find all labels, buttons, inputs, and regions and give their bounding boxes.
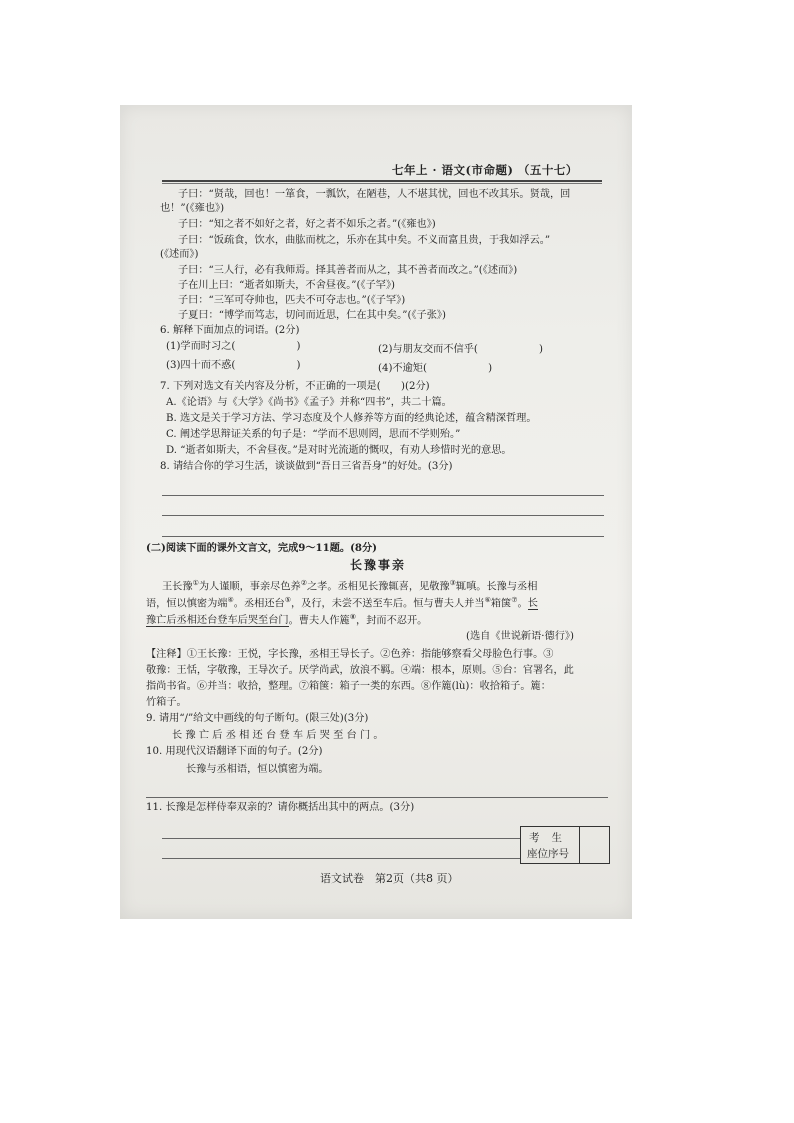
question-7-option-a: A.《论语》与《大学》《尚书》《孟子》并称“四书”，共二十篇。 — [166, 397, 452, 408]
passage-line: (《述而》) — [160, 249, 199, 260]
passage-line-2: 语，恒以慎密为端④。丞相还台⑤，及行，未尝不送至车后。恒与曹夫人并当⑥箱箧⑦。长 — [146, 596, 538, 610]
passage-line-3: 豫亡后丞相还台登车后哭至台门。曹夫人作簏⑧，封而不忍开。 — [146, 613, 428, 627]
underlined-sentence: 豫亡后丞相还台登车后哭至台门 — [146, 615, 289, 627]
question-9-stem: 9. 请用“/”给文中画线的句子断句。(限三处)(3分) — [146, 713, 369, 724]
note-line: 敬豫：王恬，字敬豫，王导次子。厌学尚武，放浪不羁。④端：根本，原则。⑤台：官署名，此 — [146, 665, 574, 676]
seat-number-box — [520, 826, 610, 864]
answer-line — [162, 536, 604, 537]
page-header: 七年上 · 语文(市命题) （五十七） — [392, 163, 578, 177]
note-line: 指尚书省。⑥并当：收拾，整理。⑦箱箧：箱子一类的东西。⑧作簏(lù)：收拾箱子。簏： — [146, 681, 551, 692]
answer-line — [162, 858, 520, 859]
passage-line: 子曰：“饭疏食，饮水，曲肱而枕之，乐亦在其中矣。不义而富且贵，于我如浮云。” — [178, 235, 551, 246]
header-rule — [162, 180, 602, 182]
answer-line — [162, 515, 604, 516]
question-7-option-b: B. 选文是关于学习方法、学习态度及个人修养等方面的经典论述，蕴含精深哲理。 — [166, 413, 537, 424]
passage-line: 子曰：“三军可夺帅也，匹夫不可夺志也。”(《子罕》) — [178, 295, 406, 306]
seat-label-line-1: 考生 — [529, 832, 574, 844]
passage-line: 子曰：“三人行，必有我师焉。择其善者而从之，其不善者而改之。”(《述而》) — [178, 265, 518, 276]
question-11-stem: 11. 长豫是怎样侍奉双亲的？请你概括出其中的两点。(3分) — [146, 802, 415, 813]
question-8-stem: 8. 请结合你的学习生活，谈谈做到“吾日三省吾身”的好处。(3分) — [160, 461, 453, 472]
header-rule-thin — [162, 183, 602, 184]
passage-line: 子曰：“知之者不如好之者，好之者不如乐之者。”(《雍也》) — [178, 219, 436, 230]
passage-line: 也！”(《雍也》) — [160, 203, 225, 214]
question-6-stem: 6. 解释下面加点的词语。(2分) — [160, 325, 300, 336]
page-footer: 语文试卷 第2页（共8 页） — [320, 872, 459, 885]
question-7-option-d: D. “逝者如斯夫，不舍昼夜。”是对时光流逝的慨叹，有劝人珍惜时光的意思。 — [166, 445, 512, 456]
answer-line — [162, 838, 520, 839]
question-7-option-c: C. 阐述学思辩证关系的句子是：“学而不思则罔，思而不学则殆。” — [166, 429, 461, 440]
passage-source: (选自《世说新语·德行》) — [466, 631, 574, 642]
passage-line: 子曰：“贤哉，回也！一箪食，一瓢饮，在陋巷，人不堪其忧，回也不改其乐。贤哉，回 — [178, 189, 571, 200]
question-6-item-3: (3)四十而不惑( ) — [166, 360, 301, 371]
question-10-stem: 10. 用现代汉语翻译下面的句子。(2分) — [146, 746, 323, 757]
seat-label-cell — [521, 827, 580, 863]
note-line: 【注释】①王长豫：王悦，字长豫，丞相王导长子。②色养：指能够察看父母脸色行事。③ — [146, 649, 554, 660]
passage-line-1: 王长豫①为人谨顺，事亲尽色养②之孝。丞相见长豫辄喜，见敬豫③辄嗔。长豫与丞相 — [162, 579, 538, 593]
passage-title: 长豫事亲 — [350, 558, 407, 572]
answer-line — [162, 495, 604, 496]
seat-label-line-2: 座位序号 — [527, 848, 569, 860]
note-line: 竹箱子。 — [146, 697, 187, 708]
section-heading: (二)阅读下面的课外文言文，完成9～11题。(8分) — [146, 542, 378, 554]
question-9-sentence: 长 豫 亡 后 丞 相 还 台 登 车 后 哭 至 台 门 。 — [172, 730, 384, 741]
question-6-item-4: (4)不逾矩( ) — [378, 363, 493, 374]
question-6-item-2: (2)与朋友交而不信乎( ) — [378, 344, 544, 355]
passage-line: 子夏曰：“博学而笃志，切问而近思，仁在其中矣。”(《子张》) — [178, 310, 446, 321]
question-6-item-1: (1)学而时习之( ) — [166, 341, 301, 352]
passage-line: 子在川上曰：“逝者如斯夫，不舍昼夜。”(《子罕》) — [178, 280, 396, 291]
answer-line — [146, 797, 608, 798]
question-10-sentence: 长豫与丞相语，恒以慎密为端。 — [186, 764, 329, 775]
question-7-stem: 7. 下列对选文有关内容及分析，不正确的一项是( )(2分) — [160, 381, 430, 392]
